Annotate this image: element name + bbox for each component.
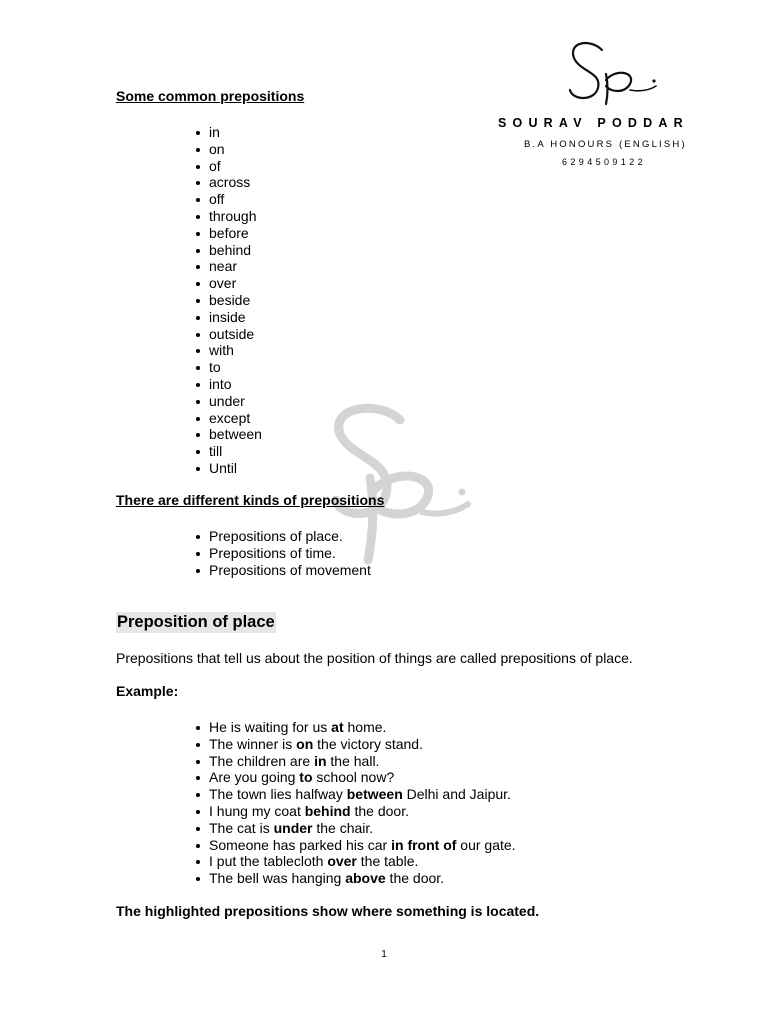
highlighted-preposition: above	[345, 870, 386, 887]
highlighted-preposition: between	[346, 786, 403, 803]
example-text: the door.	[385, 870, 445, 887]
example-item	[193, 870, 516, 887]
place-intro-paragraph: Prepositions that tell us about the position of things are called prepositions of place.	[116, 650, 633, 666]
example-item	[193, 753, 516, 770]
kinds-list	[193, 528, 371, 578]
list-item: under	[193, 393, 262, 410]
example-text: the chair.	[312, 819, 374, 836]
highlighted-preposition: on	[296, 735, 314, 752]
author-logo	[490, 38, 730, 173]
list-item: to	[193, 359, 262, 376]
example-text: school now?	[312, 769, 395, 786]
example-text: Are you going	[209, 769, 300, 786]
example-item	[193, 719, 516, 736]
page-number: 1	[381, 949, 387, 960]
highlighted-preposition: in	[314, 752, 327, 769]
example-text: The town lies halfway	[209, 786, 347, 803]
preposition-of-place-title: Preposition of place	[117, 613, 275, 631]
list-item: outside	[193, 326, 262, 343]
list-item: on	[193, 141, 262, 158]
conclusion-text: The highlighted prepositions show where something is located.	[116, 903, 540, 919]
example-text: The cat is	[209, 819, 274, 836]
list-item: beside	[193, 292, 262, 309]
example-item	[193, 803, 516, 820]
logo-name: SOURAV PODDAR	[498, 116, 689, 130]
highlighted-preposition: under	[273, 819, 313, 836]
example-text: the hall.	[326, 752, 380, 769]
highlighted-preposition: at	[331, 719, 344, 735]
examples-list	[193, 719, 516, 887]
example-text: home.	[343, 719, 387, 735]
example-text: Someone has parked his car	[209, 836, 392, 853]
example-item	[193, 853, 516, 870]
example-text: Delhi and Jaipur.	[402, 786, 511, 803]
list-item: except	[193, 410, 262, 427]
highlighted-preposition: to	[299, 769, 313, 786]
example-item	[193, 736, 516, 753]
example-item	[193, 837, 516, 854]
list-item: through	[193, 208, 262, 225]
common-prepositions-list	[193, 124, 262, 477]
example-text: The winner is	[209, 735, 297, 752]
example-text: the door.	[350, 802, 409, 819]
list-item: across	[193, 174, 262, 191]
list-item: of	[193, 158, 262, 175]
list-item: Until	[193, 460, 262, 477]
list-item: off	[193, 191, 262, 208]
logo-qualification: B.A HONOURS (ENGLISH)	[524, 139, 687, 150]
list-item: inside	[193, 309, 262, 326]
list-item: between	[193, 426, 262, 443]
example-text: I hung my coat	[209, 802, 305, 819]
highlighted-preposition: over	[327, 853, 357, 870]
common-prepositions-heading: Some common prepositions	[116, 88, 305, 104]
example-text: He is waiting for us	[209, 719, 332, 735]
list-item: near	[193, 258, 262, 275]
example-text: The bell was hanging	[209, 870, 346, 887]
example-item	[193, 786, 516, 803]
example-text: the table.	[356, 853, 419, 870]
list-item: Prepositions of place.	[193, 528, 371, 545]
list-item: with	[193, 342, 262, 359]
list-item: Prepositions of time.	[193, 545, 371, 562]
example-label: Example:	[116, 683, 179, 699]
logo-phone: 6294509122	[562, 157, 647, 167]
example-text: The children are	[209, 752, 315, 769]
example-item	[193, 820, 516, 837]
example-text: I put the tablecloth	[209, 853, 328, 870]
highlighted-preposition: behind	[304, 802, 351, 819]
list-item: till	[193, 443, 262, 460]
list-item: over	[193, 275, 262, 292]
kinds-heading: There are different kinds of prepositions	[116, 492, 385, 508]
list-item: in	[193, 124, 262, 141]
list-item: before	[193, 225, 262, 242]
example-text: our gate.	[456, 836, 516, 853]
list-item: behind	[193, 242, 262, 259]
highlighted-preposition: in front of	[391, 836, 457, 853]
sp-monogram-logo	[490, 38, 730, 108]
example-item	[193, 769, 516, 786]
list-item: Prepositions of movement	[193, 562, 371, 579]
example-text: the victory stand.	[313, 735, 423, 752]
list-item: into	[193, 376, 262, 393]
